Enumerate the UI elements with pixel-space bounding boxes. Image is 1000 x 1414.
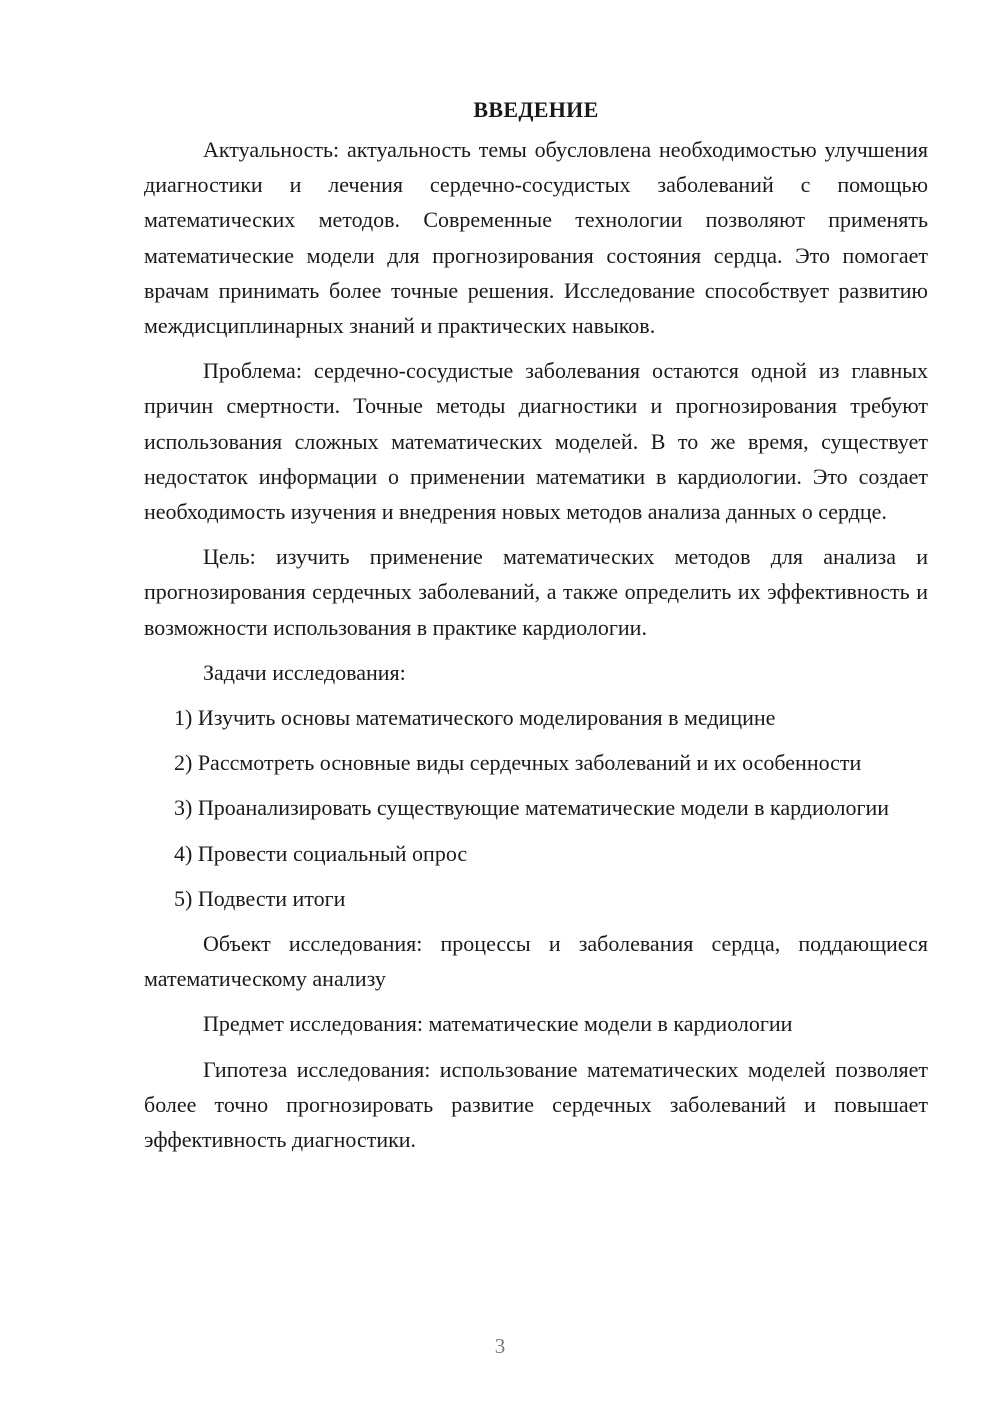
page-title: ВВЕДЕНИЕ bbox=[473, 97, 599, 122]
tasks-heading: Задачи исследования: bbox=[203, 659, 406, 685]
task-item-3: 3) Проанализировать существующие математические модели в кардиологии bbox=[174, 795, 890, 821]
paragraph-hypothesis: Гипотеза исследования: использование математических моделей позволяет более точно прогнозировать развитие сердечных заболеваний и повышает эффективность диагностики. bbox=[144, 1056, 928, 1153]
task-item-4: 4) Провести социальный опрос bbox=[174, 840, 468, 866]
paragraph-goal: Цель: изучить применение математических методов для анализа и прогнозирования сердечных заболеваний, а также определить их эффективность и возможности использования в практике кардиологии. bbox=[144, 544, 928, 640]
paragraph-relevance: Актуальность: актуальность темы обусловлена необходимостью улучшения диагностики и лечения сердечно-сосудистых заболеваний с помощью математических методов. Современные технологии позволяют применять математические модели для прогнозирования состояния сердца. Это помогает врачам принимать более точные решения. Исследование способствует развитию междисциплинарных знаний и практических навыков. bbox=[144, 137, 928, 339]
task-item-1: 1) Изучить основы математического моделирования в медицине bbox=[174, 705, 776, 731]
document-page bbox=[144, 88, 928, 1167]
paragraph-subject: Предмет исследования: математические модели в кардиологии bbox=[203, 1011, 793, 1037]
task-item-5: 5) Подвести итоги bbox=[174, 885, 346, 911]
page-number: 3 bbox=[494, 1334, 506, 1358]
paragraph-problem: Проблема: сердечно-сосудистые заболевания остаются одной из главных причин смертности. Точные методы диагностики и прогнозирования требуют использования сложных математических моделей. В то же время, существует недостаток информации о применении математики в кардиологии. Это создает необходимость изучения и внедрения новых методов анализа данных о сердце. bbox=[144, 358, 928, 525]
paragraph-object: Объект исследования: процессы и заболевания сердца, поддающиеся математическому анализу bbox=[144, 931, 928, 992]
task-item-2: 2) Рассмотреть основные виды сердечных заболеваний и их особенности bbox=[174, 750, 862, 776]
